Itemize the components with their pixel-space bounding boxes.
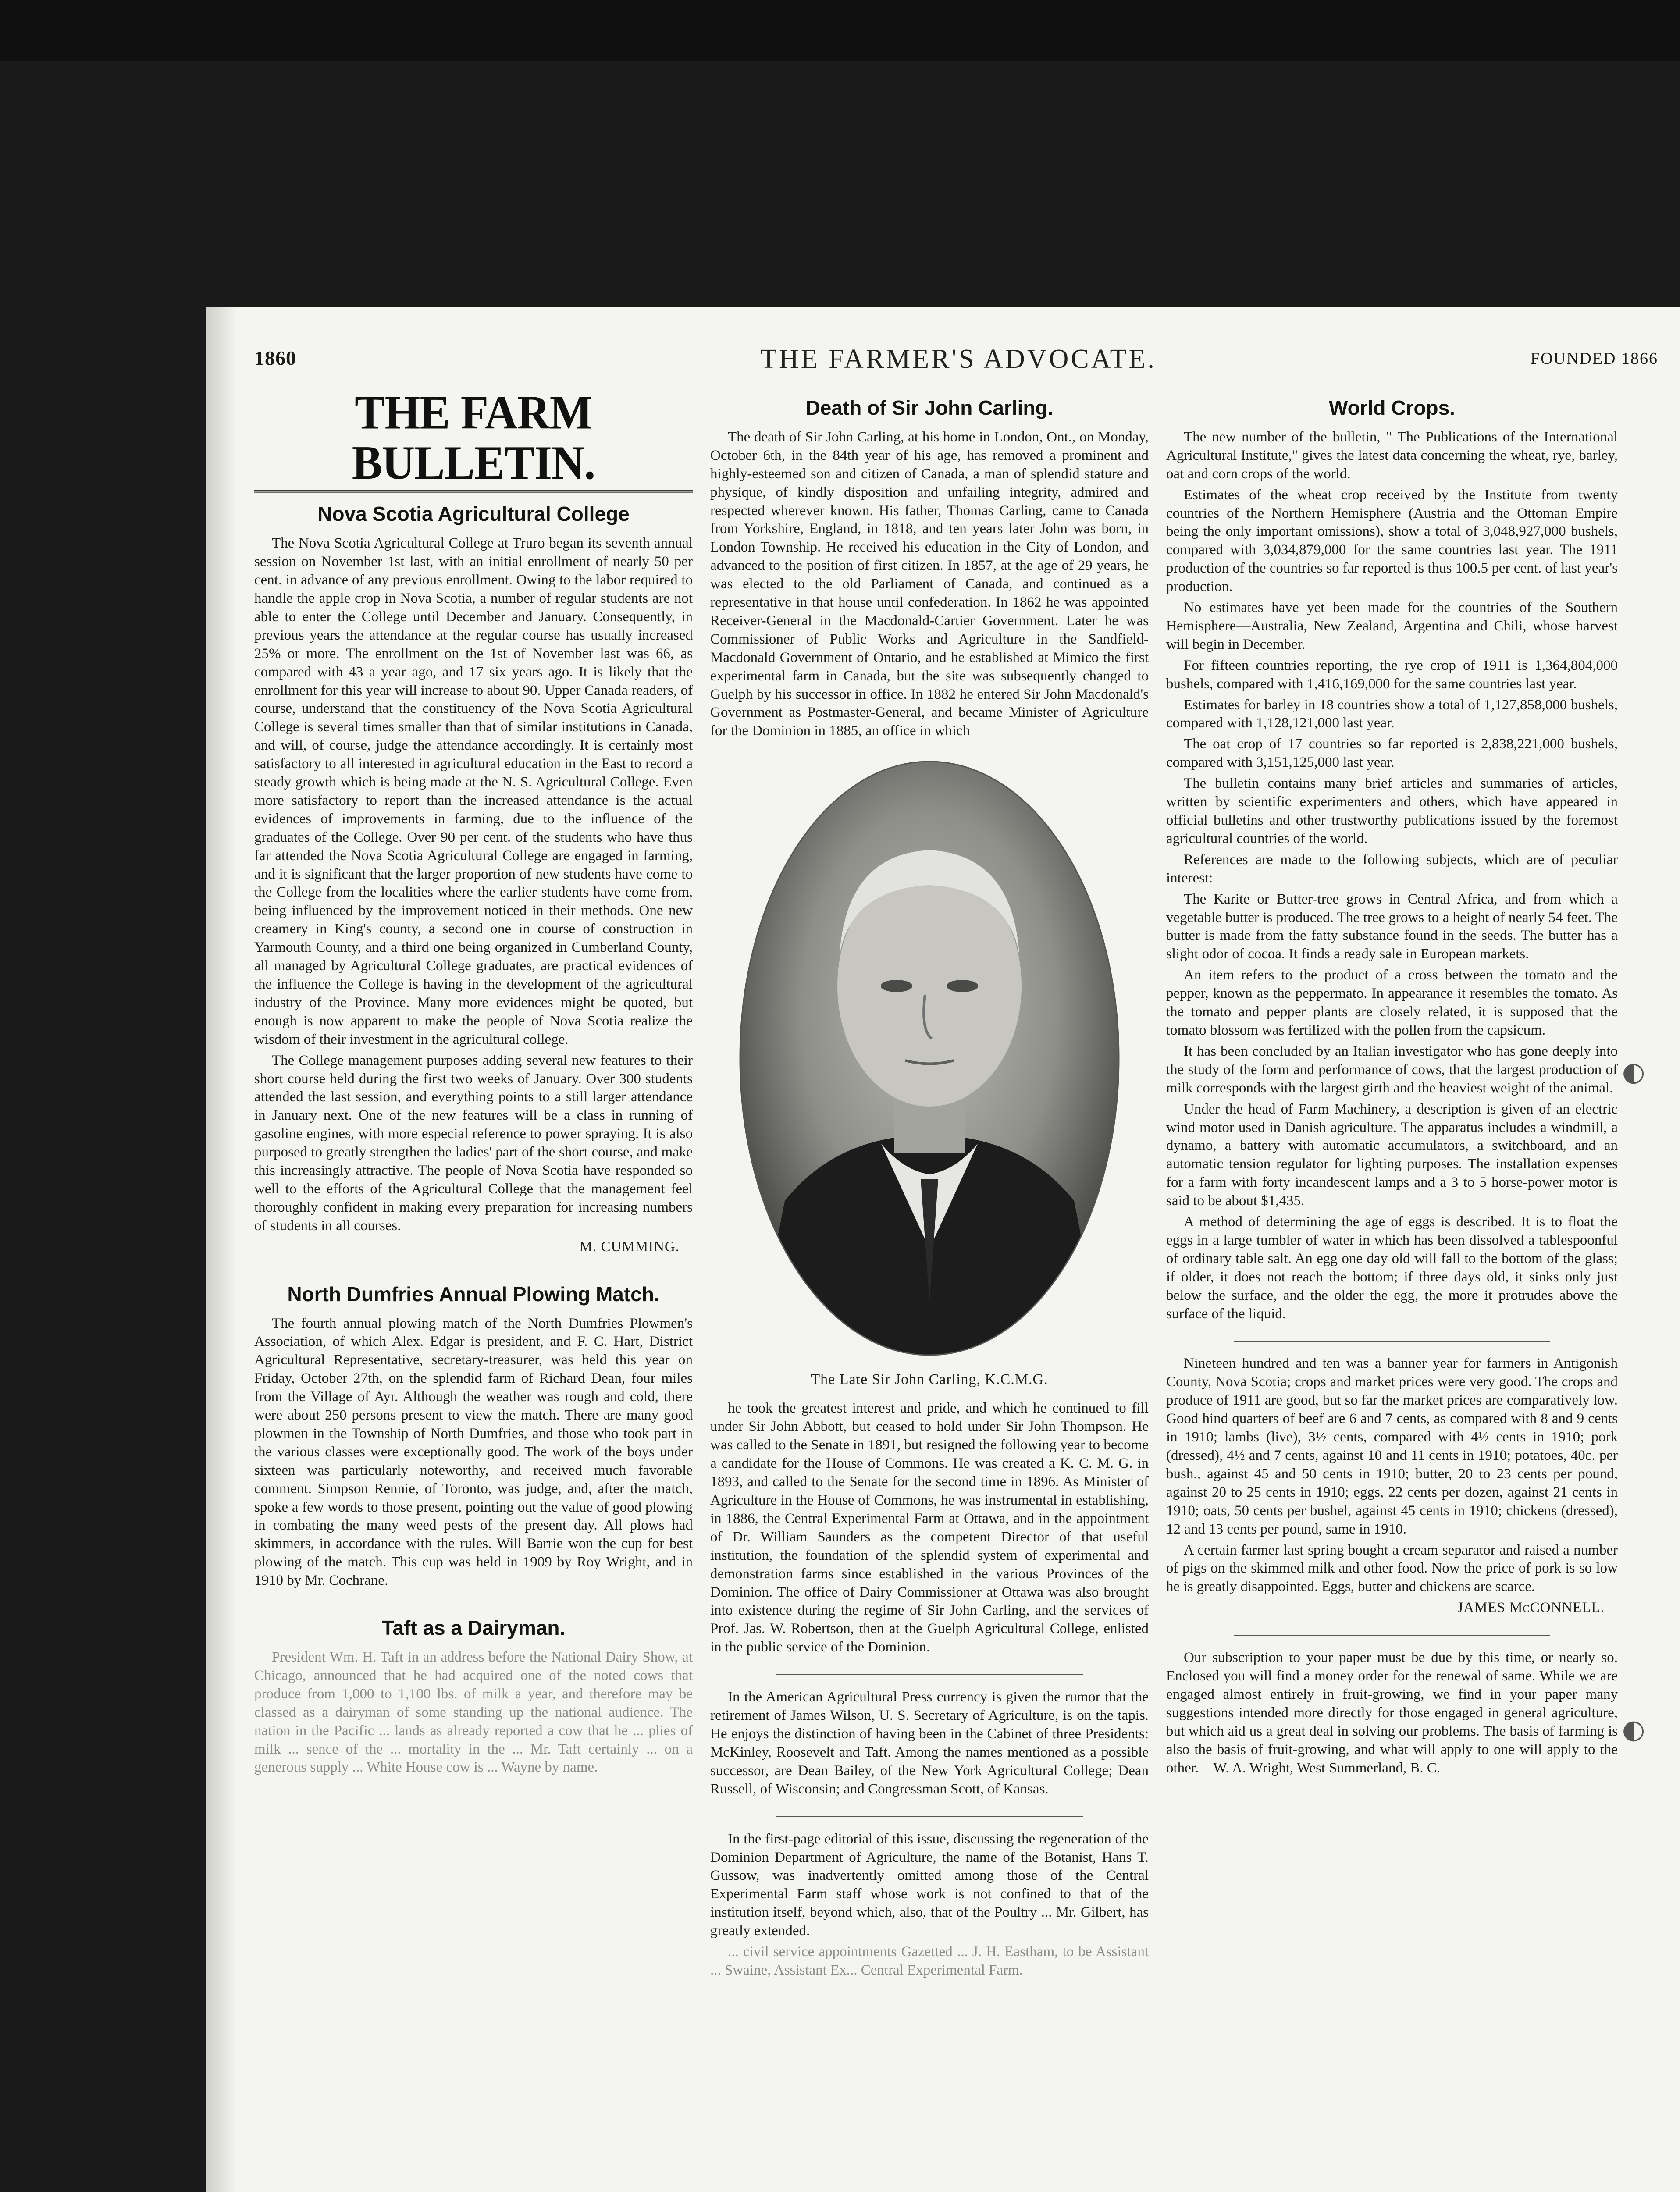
article-paragraph: The new number of the bulletin, " The Publications of the International Agricultural Institute," gives the latest data concerning the wheat, rye, barley, oat and corn crops of the world. (1166, 429, 1618, 482)
article-title: Nova Scotia Agricultural College (317, 502, 630, 526)
article-paragraph: The Nova Scotia Agricultural College at Truro began its seventh annual session on November 1st last, with an initial enrollment of nearly 50 per cent. in advance of any previous enrollment. Owing to the labor required to handle the apple crop in Nova Scotia, a number of regular students are not able to enter the College until December and January. Consequently, in previous years the attendance at the regular course has usually increased 25% or more. The enrollment on the 1st of November last was 66, as compared with 43 a year ago, and 17 six years ago. It is likely that the enrollment for this year will increase to about 90. Upper Canada readers, of course, understand that the constituency of the Nova Scotia Agricultural College is several times smaller than that of similar institutions in Canada, and will, of course, judge the attendance accordingly. It is certainly most satisfactory to all interested in agricultural education in the East to record a steady growth which is being made at the N. S. Agricultural College. Even more satisfactory to report than the increased attendance is the actual evidences of improvements in farming, due to the influence of the graduates of the College. Over 90 per cent. of the students who have thus far attended the Nova Scotia Agricultural College are engaged in farming, and it is significant that the larger proportion of new students have come to the College from the localities where the earlier students have come from, being influenced by the improvement noticed in their methods. One new creamery in King's county, a second one in course of construction in Yarmouth County, and a third one being organized in Cumberland County, all managed by Agricultural College graduates, are practical evidences of the influence the College is having in the development of the agricultural industry of the Province. Many more evidences might be quoted, but enough is now apparent to make the people of Nova Scotia realize the wisdom of their investment in the agricultural college. (254, 535, 693, 1047)
editorial-note: In the first-page editorial of this issue, discussing the regeneration of the Dominion Department of Agriculture, the name of the Botanist, Hans T. Gussow, was inadvertently omitted among those of the Central Experimental Farm staff whose work is not confined to that of the institution itself, beyond which, also, that of the Poultry ... Mr. Gilbert, has greatly extended. (710, 1831, 1149, 1939)
article-paragraph: President Wm. H. Taft in an address before the National Dairy Show, at Chicago, announced that he had acquired one of the noted cows that produce from 1,000 to 1,100 lbs. of milk a year, and therefore may be classed as a dairyman of some standing up the national audience. The nation in the Pacific ... lands as already reported a cow that he ... plies of milk ... sence of the ... mortality in the ... Mr. Taft certainly ... on a generous supply ... White House cow is ... Wayne by name. (254, 1649, 693, 1776)
divider (776, 1816, 1083, 1817)
page-binding-shadow (206, 307, 237, 2192)
article-paragraph: A method of determining the age of eggs is described. It is to float the eggs in a large tumbler of water in which has been dissolved a tablespoonful of ordinary table salt. An egg one day old will fall to the bottom of the glass; if older, it does not reach the bottom; if three days old, it sinks only just below the surface, and the older the egg, the more it protrudes above the surface of the liquid. (1166, 1214, 1618, 1322)
article-paragraph: The Karite or Butter-tree grows in Central Africa, and from which a vegetable butter is produced. The tree grows to a height of nearly 54 feet. The butter is made from the fatty substance found in the seeds. The butter has a slight odor of cocoa. It finds a ready sale in European markets. (1166, 891, 1618, 962)
article-paragraph: The bulletin contains many brief articles and summaries of articles, written by scientific experimenters and others, which have appeared in official bulletins and other trustworthy publications issued by the foremost agricultural countries of the world. (1166, 776, 1618, 847)
divider (776, 1674, 1083, 1675)
binding-hole-mark: ◐ (1622, 1057, 1645, 1087)
article-paragraph: For fifteen countries reporting, the rye crop of 1911 is 1,364,804,000 bushels, compared with 1,416,169,000 for the same countries last year. (1166, 657, 1618, 692)
appointments-note: ... civil service appointments Gazetted ... J. H. Eastham, to be Assistant ... Swaine, Assistant Ex... Central Experimental Farm. (710, 1944, 1149, 1978)
article-title: Death of Sir John Carling. (805, 396, 1054, 419)
article-signature: JAMES McCONNELL. (1457, 1600, 1605, 1616)
article-paragraph: The death of Sir John Carling, at his home in London, Ont., on Monday, October 6th, in the 84th year of his age, has removed a prominent and highly-esteemed son and citizen of Canada, a man of splendid stature and physique, of kindly disposition and unfailing integrity, admired and respected wherever known. His father, Thomas Carling, came to Canada from Yorkshire, England, in 1818, and ten years later John was born, in London Township. He received his education in the City of London, and advanced to the position of first citizen. In 1857, at the age of 29 years, he was elected to the old Parliament of Canada, and continued as a representative in that house until confederation. In 1862 he was appointed Receiver-General in the Macdonald-Cartier Government. Later he was Commissioner of Public Works and Agriculture in the Sandfield-Macdonald Government of Ontario, and he established at Mimico the first experimental farm in Canada, but the site was subsequently changed to Guelph by his successor in office. In 1882 he entered Sir John Macdonald's Government as Postmaster-General, and became Minister of Agriculture for the Dominion in 1885, an office in which (710, 429, 1149, 739)
portrait-caption: The Late Sir John Carling, K.C.M.G. (811, 1371, 1048, 1388)
binding-hole-mark: ◐ (1622, 1714, 1645, 1745)
article-title: Taft as a Dairyman. (381, 1616, 566, 1640)
article-title: North Dumfries Annual Plowing Match. (287, 1282, 660, 1306)
article-signature: M. CUMMING. (579, 1238, 680, 1255)
column-left (254, 386, 693, 1779)
portrait-sir-john-carling (737, 758, 1122, 1359)
article-paragraph: Under the head of Farm Machinery, a description is given of an electric wind motor used in Danish agriculture. The apparatus includes a windmill, a dynamo, a battery with automatic accumulators, a switchboard, and an automatic tension regulator for lighting purposes. The installation expenses for a farm with forty incandescent lamps and a 3 to 5 horse-power motor is said to be about $1,435. (1166, 1101, 1618, 1209)
article-taft (254, 1616, 693, 1777)
article-nova-scotia (254, 502, 693, 1256)
page-number: 1860 (254, 347, 296, 369)
founded-note: FOUNDED 1866 (1530, 349, 1658, 368)
article-paragraph: he took the greatest interest and pride, and which he continued to fill under Sir John Abbott, but ceased to hold under Sir John Thompson. He was called to the Senate in 1891, but resigned the following year to become a candidate for the House of Commons. He was created a K. C. M. G. in 1893, and called to the Senate for the second time in 1896. As Minister of Agriculture in the House of Commons, he was instrumental in establishing, in 1886, the Central Experimental Farm at Ottawa, and in the appointment of Dr. William Saunders as the competent Director of that useful institution, the foundation of the splendid system of experimental and demonstration farms since established in the various Provinces of the Dominion. The office of Dairy Commissioner at Ottawa was also brought into existence during the regime of Sir John Carling, and the services of Prof. Jas. W. Robertson, then at the Guelph Agricultural College, enlisted in the public service of the Dominion. (710, 1400, 1149, 1655)
article-paragraph: An item refers to the product of a cross between the tomato and the pepper, known as the peppermato. In appearance it resembles the tomato. As the tomato and pepper plants are closely related, it is supposed that the tomato blossom was fertilized with the pollen from the capsicum. (1166, 967, 1618, 1038)
article-paragraph: Estimates for barley in 18 countries show a total of 1,127,858,000 bushels, compared with 1,128,121,000 last year. (1166, 697, 1618, 731)
article-paragraph: No estimates have yet been made for the countries of the Southern Hemisphere—Australia, New Zealand, Argentina and Chili, whose harvest will begin in December. (1166, 600, 1618, 652)
article-paragraph: The oat crop of 17 countries so far reported is 2,838,221,000 bushels, compared with 3,151,125,000 last year. (1166, 736, 1618, 771)
divider (1234, 1341, 1550, 1342)
divider (1234, 1635, 1550, 1636)
article-paragraph: The College management purposes adding several new features to their short course held during the first two weeks of January. Over 300 students attended the last session, and everything points to a still larger attendance in January next. One of the new features will be a class in running of gasoline engines, with more especial reference to power spraying. It is also purposed to greatly strengthen the ladies' part of the short course, and make this increasingly attractive. The people of Nova Scotia have responded so well to the efforts of the Agricultural College that the management feel thoroughly confident in making every preparation for increasing numbers of students in all courses. (254, 1052, 693, 1234)
press-note: In the American Agricultural Press currency is given the rumor that the retirement of James Wilson, U. S. Secretary of Agriculture, is on the tapis. He enjoys the distinction of having been in the Cabinet of three Presidents: McKinley, Roosevelt and Taft. Among the names mentioned as a possible successor, are Dean Bailey, of the New York Agricultural College; Dean Russell, of Wisconsin; and Congressman Scott, of Kansas. (710, 1689, 1149, 1797)
masthead: THE FARMER'S ADVOCATE. (760, 344, 1157, 374)
article-plowing-match (254, 1283, 693, 1590)
page-header (254, 346, 1662, 377)
article-paragraph: The fourth annual plowing match of the North Dumfries Plowmen's Association, of which Alex. Edgar is president, and F. C. Hart, District Agricultural Representative, secretary-treasurer, was held this year on Friday, October 27th, on the splendid farm of Richard Dean, four miles from the Village of Ayr. Although the weather was rough and cold, there were about 250 persons present to view the match. There are many good plowmen in the Township of North Dumfries, and those who took part in the various classes were exceptionally good. The work of the boys under sixteen was particularly noteworthy, and received much favorable comment. Simpson Rennie, of Toronto, was judge, and, after the match, spoke a few words to those present, pointing out the value of good plowing in combating the many weed pests of the present day. All plows had skimmers, in accordance with the rules. Will Barrie won the cup for best plowing of the match. This cup was held in 1909 by Roy Wright, and in 1910 by Mr. Cochrane. (254, 1315, 693, 1589)
article-paragraph: It has been concluded by an Italian investigator who has gone deeply into the study of the form and performance of cows, that the largest production of milk corresponds with the largest girth and the heaviest weight of the animal. (1166, 1043, 1618, 1096)
antigonish-report: Nineteen hundred and ten was a banner year for farmers in Antigonish County, Nova Scotia; crops and market prices were very good. The crops and produce of 1911 are good, but so far the market prices are comparatively low. Good hind quarters of beef are 6 and 7 cents, as compared with 8 and 9 cents in 1910; lambs (live), 3½ cents, compared with 4½ cents in 1910; pork (dressed), 4½ and 7 cents, against 10 and 11 cents in 1910; potatoes, 40c. per bush., against 45 and 50 cents in 1910; butter, 20 to 23 cents per pound, against 20 to 25 cents in 1910; eggs, 22 cents per dozen, against 21 cents in 1910; oats, 50 cents per bushel, against 45 cents in 1910; chickens (dressed), 12 and 13 cents per pound, same in 1910. (1166, 1356, 1618, 1537)
column-middle (710, 390, 1149, 1982)
subscriber-letter: Our subscription to your paper must be due by this time, or nearly so. Enclosed you will find a money order for the renewal of same. While we are engaged almost entirely in fruit-growing, we find in your paper many suggestions intended more directly for those engaged in general agriculture, but which aid us a great deal in solving our problems. The basis of farming is also the basis of fruit-growing, and what will apply to one will apply to the other.—W. A. Wright, West Summerland, B. C. (1166, 1650, 1618, 1776)
antigonish-report: A certain farmer last spring bought a cream separator and raised a number of pigs on the skimmed milk and other food. Now the price of pork is so low he is greatly disappointed. Eggs, butter and chickens are scarce. (1166, 1542, 1618, 1595)
bulletin-title: THE FARM BULLETIN. (254, 388, 693, 493)
column-right (1166, 390, 1618, 1780)
portrait-figure (710, 758, 1149, 1389)
article-title: World Crops. (1329, 396, 1455, 419)
newspaper-page (206, 307, 1680, 2192)
article-paragraph: References are made to the following subjects, which are of peculiar interest: (1166, 851, 1618, 886)
article-paragraph: Estimates of the wheat crop received by the Institute from twenty countries of the Northern Hemisphere (Austria and the Ottoman Empire being the only important omissions), show a total of 3,048,927,000 bushels, compared with 3,034,879,000 for the same countries last year. The 1911 production of the countries so far reported is thus 100.5 per cent. of last year's production. (1166, 487, 1618, 595)
scan-top-border (0, 0, 1680, 61)
